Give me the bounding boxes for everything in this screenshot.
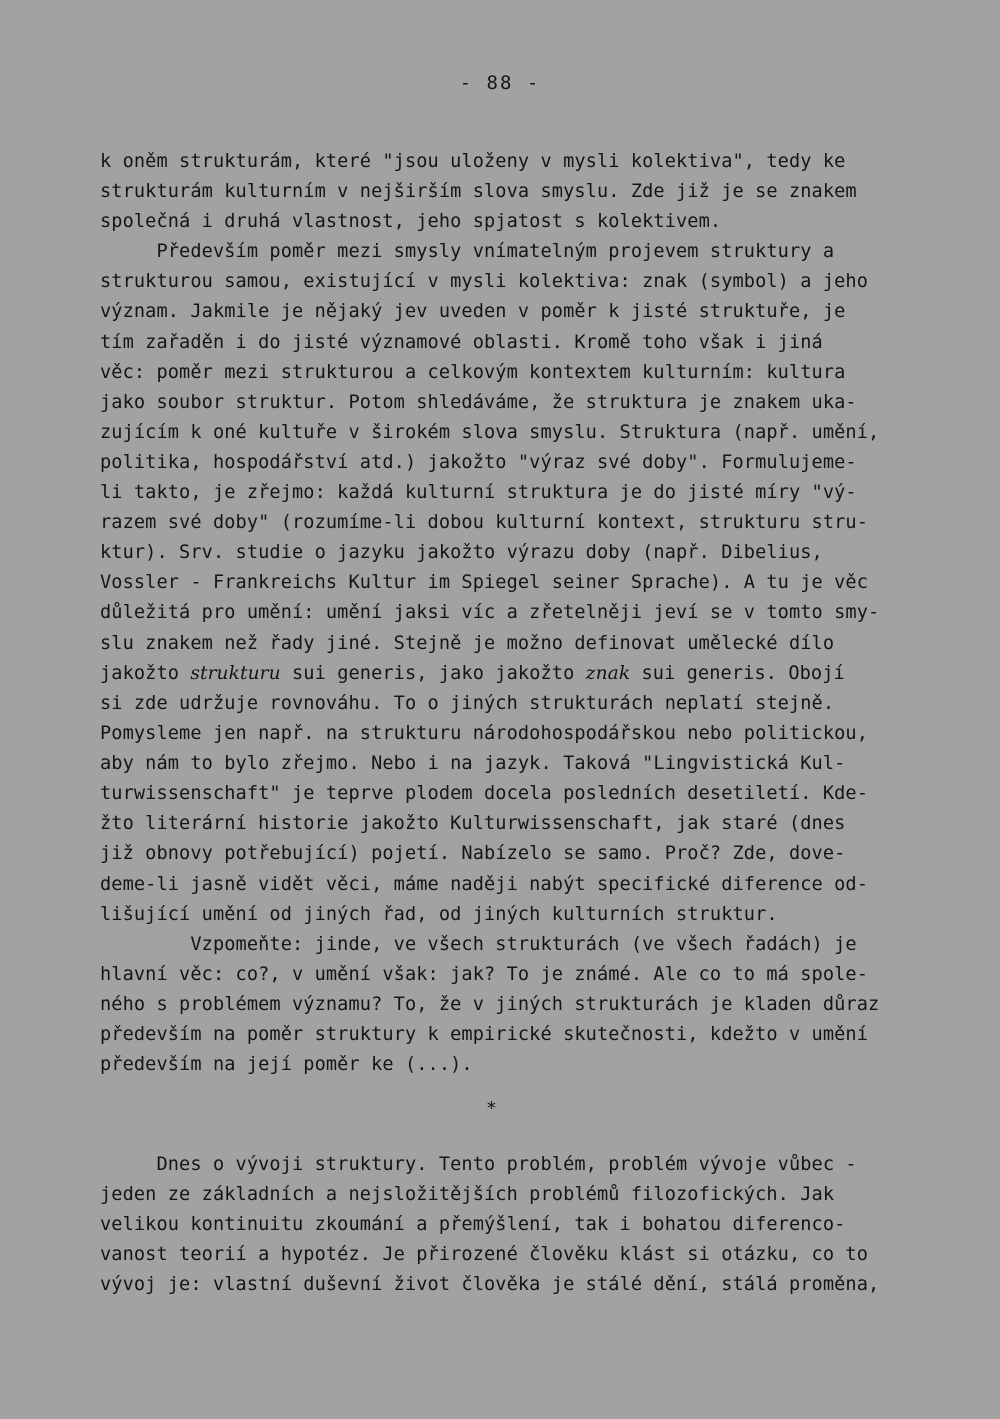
text-line: žto literární historie jakožto Kulturwissenschaft, jak staré (dnes — [100, 813, 846, 835]
text-line: Dnes o vývoji struktury. Tento problém, problém vývoje vůbec - — [100, 1154, 857, 1175]
text-line: turwissenschaft" je teprve plodem docela posledních desetiletí. Kde- — [100, 783, 869, 805]
text-line: Především poměr mezi smysly vnímatelným projevem struktury a — [100, 241, 835, 263]
text-line: vanost teorií a hypotéz. Je přirozené člověku klást si otázku, co to — [100, 1244, 869, 1266]
text-line: jeden ze základních a nejsložitějších problémů filozofických. Jak — [100, 1184, 835, 1206]
text-line: politika, hospodářství atd.) jakožto "výraz své doby". Formulujeme- — [100, 451, 857, 473]
text-line: li takto, je zřejmo: každá kulturní struktura je do jisté míry "vý- — [100, 482, 857, 504]
text-fragment: sui generis. Obojí — [630, 662, 845, 684]
text-line: vývoj je: vlastní duševní život člověka je stálé dění, stálá proměna, — [100, 1274, 880, 1296]
text-line: především na poměr struktury k empirické skutečnosti, kdežto v umění — [100, 1024, 869, 1046]
page-number: - 88 - — [459, 72, 541, 94]
text-line: Vossler - Frankreichs Kultur im Spiegel seiner Sprache). A tu je věc — [100, 572, 869, 594]
emphasized-word: strukturu — [190, 662, 281, 684]
text-line: strukturou samou, existující v mysli kolektiva: znak (symbol) a jeho — [100, 271, 869, 293]
text-line: si zde udržuje rovnováhu. To o jiných strukturách neplatí stejně. — [100, 693, 835, 714]
text-line: jako soubor struktur. Potom shledáváme, že struktura je znakem uka- — [100, 391, 857, 413]
text-line: zujícím k oné kultuře v širokém slova smyslu. Struktura (např. umění, — [100, 421, 880, 443]
text-line: ktur). Srv. studie o jazyku jakožto výrazu doby (např. Dibelius, — [100, 542, 823, 564]
text-line: strukturám kulturním v nejširším slova smyslu. Zde již je se znakem — [100, 181, 857, 203]
text-section-three — [100, 1150, 930, 1300]
text-line: slu znakem než řady jiné. Stejně je možno definovat umělecké dílo — [100, 632, 835, 654]
text-line: k oněm strukturám, které "jsou uloženy v mysli kolektiva", tedy ke — [100, 151, 846, 172]
text-line: tím zařaděn i do jisté významové oblasti. Kromě toho však i jiná — [100, 331, 823, 353]
text-line: hlavní věc: co?, v umění však: jak? To je známé. Ale co to má spole- — [100, 963, 869, 985]
text-line: lišující umění od jiných řad, od jiných kulturních struktur. — [100, 903, 778, 925]
text-line: Pomysleme jen např. na strukturu národohospodářskou nebo politickou, — [100, 723, 869, 745]
text-line: Vzpomeňte: jinde, ve všech strukturách (ve všech řadách) je — [100, 933, 857, 955]
text-line: důležitá pro umění: umění jaksi víc a zřetelněji jeví se v tomto smy- — [100, 602, 880, 624]
text-fragment: sui generis, jako jakožto — [280, 662, 586, 684]
text-line-with-emphasis — [100, 659, 930, 689]
text-line: velikou kontinuitu zkoumání a přemýšlení, tak i bohatou diferenco- — [100, 1214, 846, 1236]
text-line: význam. Jakmile je nějaký jev uveden v poměr k jisté struktuře, je — [100, 301, 846, 323]
text-line: především na její poměr ke (...). — [100, 1054, 473, 1076]
text-section-one — [100, 147, 930, 689]
text-line: ného s problémem významu? To, že v jiných strukturách je kladen důraz — [100, 993, 880, 1015]
section-separator: * — [486, 1098, 497, 1119]
text-fragment: jakožto — [100, 662, 191, 684]
text-line: aby nám to bylo zřejmo. Nebo i na jazyk. Taková "Lingvistická Kul- — [100, 753, 846, 775]
text-line: společná i druhá vlastnost, jeho spjatost s kolektivem. — [100, 211, 722, 233]
text-section-two — [100, 689, 930, 1080]
emphasized-word: znak — [585, 662, 631, 684]
text-line: již obnovy potřebující) pojetí. Nabízelo se samo. Proč? Zde, dove- — [100, 843, 846, 865]
text-line: deme-li jasně vidět věci, máme naději nabýt specifické diference od- — [100, 873, 869, 895]
text-line: razem své doby" (rozumíme-li dobou kulturní kontext, strukturu stru- — [100, 512, 869, 534]
text-line: věc: poměr mezi strukturou a celkovým kontextem kulturním: kultura — [100, 361, 846, 383]
